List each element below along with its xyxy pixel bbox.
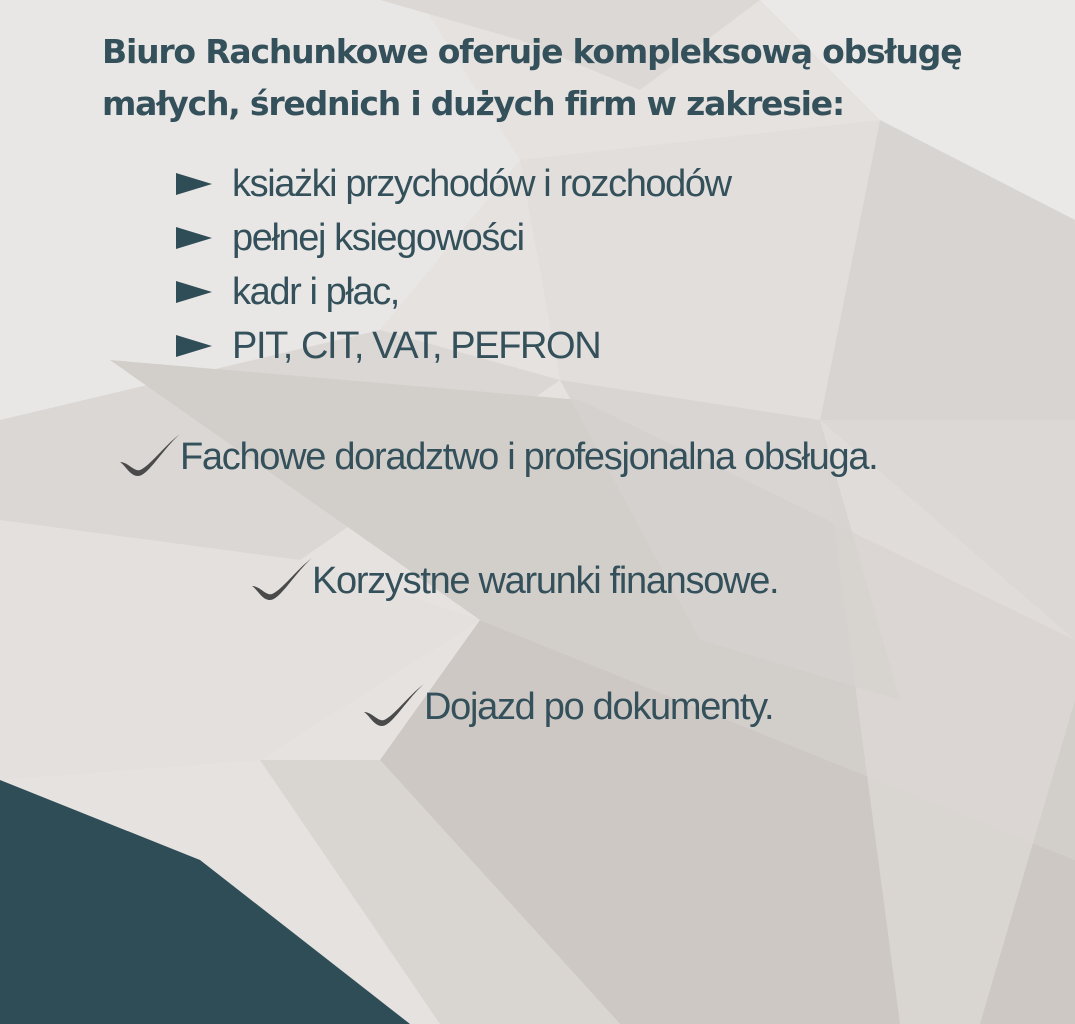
triangle-bullet-icon — [176, 173, 212, 195]
list-item-taxes — [176, 319, 731, 373]
list-item-books — [176, 157, 731, 211]
offer-heading-line-1: Biuro Rachunkowe oferuje kompleksową obsługę — [102, 32, 962, 71]
service-label: ksiażki przychodów i rozchodów — [232, 162, 731, 205]
advantage-professional-advice — [118, 432, 877, 480]
offer-heading — [102, 26, 1042, 130]
advantage-financial-terms — [250, 556, 778, 604]
triangle-bullet-icon — [176, 335, 212, 357]
advantage-label: Korzystne warunki finansowe. — [312, 560, 779, 602]
checkmark-icon — [118, 432, 182, 480]
list-item-full-accounting — [176, 211, 731, 265]
service-label: PIT, CIT, VAT, PEFRON — [232, 324, 601, 367]
checkmark-icon — [362, 682, 426, 730]
list-item-payroll — [176, 265, 731, 319]
triangle-bullet-icon — [176, 227, 212, 249]
triangle-bullet-icon — [176, 281, 212, 303]
offer-heading-line-2: małych, średnich i dużych firm w zakresie: — [102, 84, 844, 123]
checkmark-icon — [250, 556, 314, 604]
service-label: pełnej ksiegowości — [232, 216, 524, 259]
services-list — [176, 157, 731, 373]
advantage-label: Fachowe doradztwo i profesjonalna obsługa. — [180, 436, 878, 478]
advantage-label: Dojazd po dokumenty. — [424, 686, 774, 728]
advantage-document-pickup — [362, 682, 773, 730]
service-label: kadr i płac, — [232, 270, 399, 313]
